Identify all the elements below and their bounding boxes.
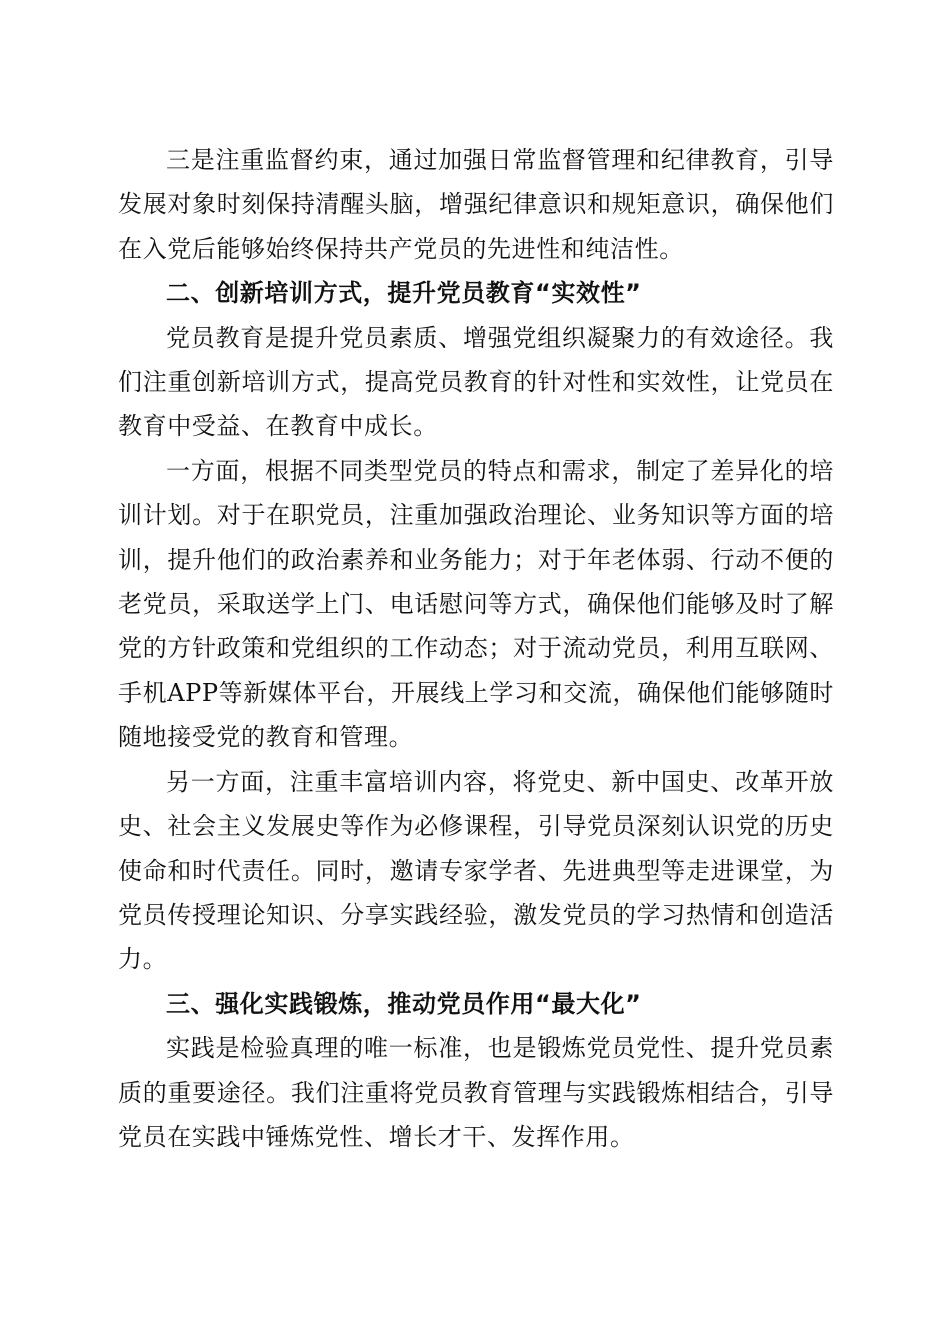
paragraph-practice-intro: 实践是检验真理的唯一标准，也是锻炼党员党性、提升党员素质的重要途径。我们注重将党员教育管理与实践锻炼相结合，引导党员在实践中锤炼党性、增长才干、发挥作用。 — [118, 1034, 834, 1151]
section-heading-practice: 三、强化实践锻炼，推动党员作用“最大化” — [166, 989, 642, 1018]
paragraph-differentiated-training: 一方面，根据不同类型党员的特点和需求，制定了差异化的培训计划。对于在职党员，注重加强政治理论、业务知识等方面的培训，提升他们的政治素养和业务能力；对于年老体弱、行动不便的老党员，采取送学上门、电话慰问等方式，确保他们能够及时了解党的方针政策和党组织的工作动态；对于流动党员，利用互联网、手机APP等新媒体平台，开展线上学习和交流，确保他们能够随时随地接受党的教育和管理。 — [118, 456, 834, 752]
document-body — [118, 138, 834, 1159]
paragraph-education-intro: 党员教育是提升党员素质、增强党组织凝聚力的有效途径。我们注重创新培训方式，提高党员教育的针对性和实效性，让党员在教育中受益、在教育中成长。 — [118, 323, 834, 441]
paragraph-training-content: 另一方面，注重丰富培训内容，将党史、新中国史、改革开放史、社会主义发展史等作为必修课程，引导党员深刻认识党的历史使命和时代责任。同时，邀请专家学者、先进典型等走进课堂，为党员传授理论知识、分享实践经验，激发党员的学习热情和创造活力。 — [118, 767, 834, 974]
section-heading-training: 二、创新培训方式，提升党员教育“实效性” — [166, 279, 642, 308]
paragraph-supervision: 三是注重监督约束，通过加强日常监督管理和纪律教育，引导发展对象时刻保持清醒头脑，增强纪律意识和规矩意识，确保他们在入党后能够始终保持共产党员的先进性和纯洁性。 — [118, 146, 834, 263]
